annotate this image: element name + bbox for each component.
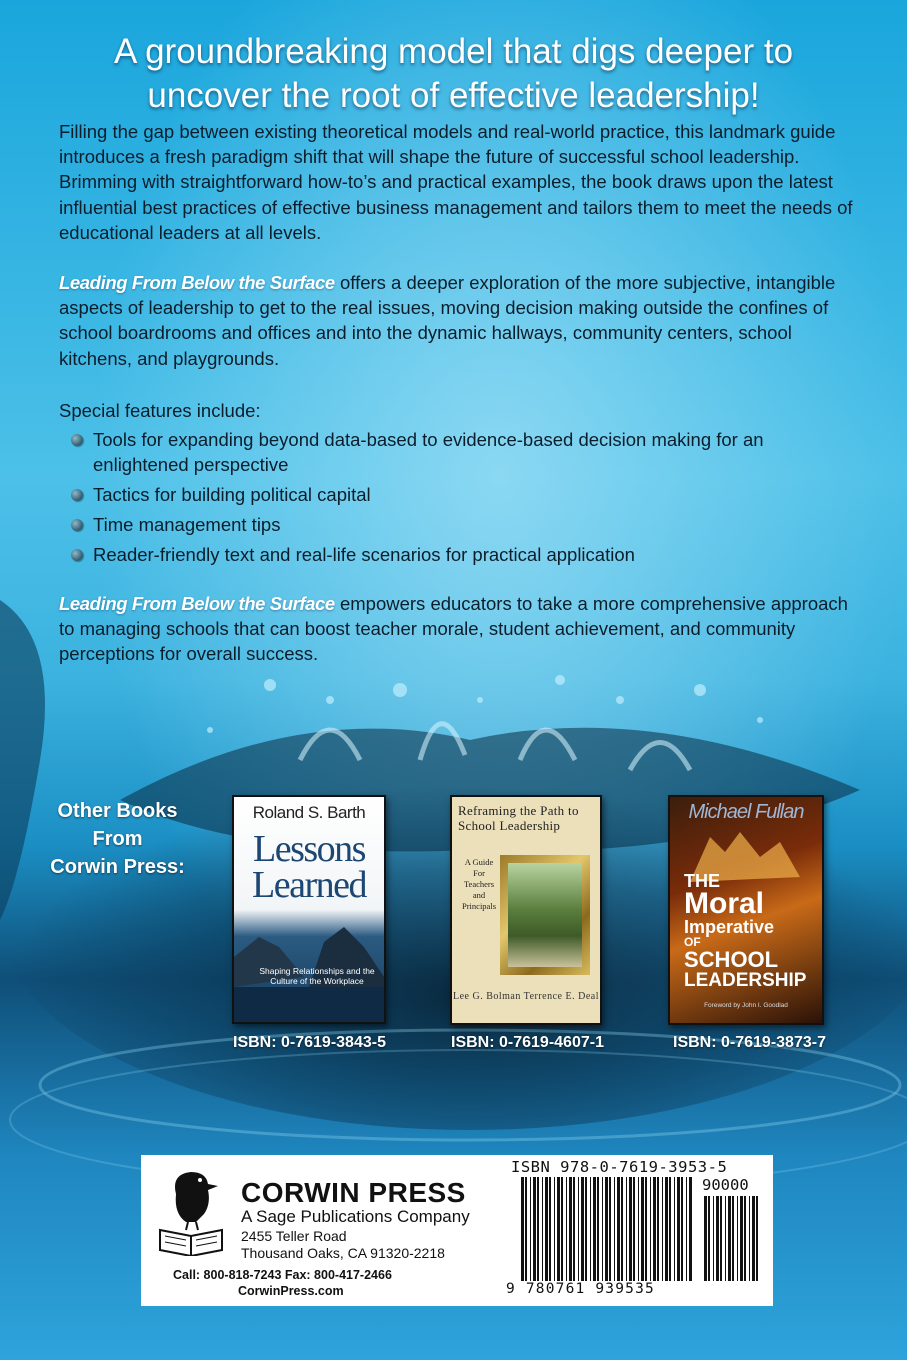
price-code: 90000 — [702, 1176, 749, 1194]
publisher-company: A Sage Publications Company — [241, 1207, 470, 1226]
publisher-address-line1: 2455 Teller Road — [241, 1228, 347, 1244]
book-authors: Lee G. Bolman Terrence E. Deal — [452, 991, 599, 1002]
publisher-website: CorwinPress.com — [238, 1284, 344, 1298]
headline: A groundbreaking model that digs deeper to uncover the root of effective leadership! — [113, 32, 794, 115]
book-title — [684, 872, 819, 991]
book-title-line: Lessons — [253, 828, 365, 870]
book-title: Reframing the Path to School Leadership — [458, 803, 579, 833]
features-list — [69, 427, 849, 571]
title-part: Imperative — [684, 917, 775, 937]
barcode-image — [520, 1177, 695, 1281]
crow-logo-icon — [156, 1164, 226, 1256]
bullet-icon — [71, 519, 83, 531]
publisher-address-line2: Thousand Oaks, CA 91320-2218 — [241, 1245, 445, 1261]
publisher-barcode-box — [141, 1155, 773, 1306]
barcode-number: 9 780761 939535 — [506, 1281, 655, 1297]
bullet-icon — [71, 434, 83, 446]
title-part: OF — [684, 935, 701, 949]
book-isbn: ISBN: 0-7619-3843-5 — [233, 1034, 386, 1051]
book-author: Roland S. Barth — [252, 803, 366, 822]
title-part: SCHOOL — [684, 947, 779, 972]
framed-picture — [500, 855, 590, 975]
book-cover-moral-imperative — [668, 795, 824, 1025]
bullet-icon — [71, 489, 83, 501]
book-isbn: ISBN: 0-7619-3873-7 — [673, 1034, 826, 1051]
book-subtitle: A Guide For Teachers and Principals — [462, 857, 496, 911]
book-title-reference: Leading From Below the Surface — [59, 593, 335, 614]
title-part: Moral — [684, 887, 765, 920]
paragraph-2-text: offers a deeper exploration of the more subjective, intangible aspects of leadership to get to the real issues, moving decision making outside the confines of school boardrooms and offices and into the dynamic hallways, community centers, school kitchens, and playgrounds. — [59, 272, 836, 369]
description-paragraph-2 — [59, 270, 859, 371]
book-foreword: Foreword by John I. Goodlad — [704, 1002, 788, 1009]
description-paragraph-4 — [59, 591, 859, 667]
feature-text: Time management tips — [93, 513, 281, 535]
description-paragraph-1: Filling the gap between existing theoretical models and real-world practice, this landmark guide introduces a fresh paradigm shift that will shape the future of successful school leadership. Brimming with straightforward how-to’s and practical examples, the book draws upon the latest influential best practices of effective business management and tailors them to meet the needs of educational leaders at all levels. — [59, 121, 853, 243]
bullet-icon — [71, 549, 83, 561]
features-intro: Special features include: — [59, 400, 261, 421]
book-isbn: ISBN: 0-7619-4607-1 — [451, 1034, 604, 1051]
feature-text: Tools for expanding beyond data-based to evidence-based decision making for an enlightened perspective — [93, 429, 764, 476]
other-books-line: Corwin Press: — [50, 856, 185, 878]
isbn-label: ISBN 978-0-7619-3953-5 — [511, 1158, 728, 1176]
other-books-label — [40, 797, 195, 881]
title-part: LEADERSHIP — [684, 970, 807, 991]
list-item — [69, 512, 849, 537]
list-item — [69, 482, 849, 507]
other-books-line: Other Books — [57, 800, 178, 822]
book-author: Michael Fullan — [688, 801, 804, 823]
book-title-line: Learned — [252, 864, 366, 906]
title-part: THE — [684, 871, 720, 891]
book-cover-lessons-learned — [232, 795, 386, 1024]
barcode-addon-image — [703, 1196, 763, 1281]
publisher-contact: Call: 800-818-7243 Fax: 800-417-2466 — [173, 1268, 392, 1282]
feature-text: Reader-friendly text and real-life scenarios for practical application — [93, 543, 635, 565]
list-item — [69, 427, 849, 477]
other-books-line: From — [92, 828, 143, 850]
list-item — [69, 542, 849, 567]
book-cover-reframing-the-path — [450, 795, 602, 1025]
feature-text: Tactics for building political capital — [93, 484, 371, 505]
book-title-reference: Leading From Below the Surface — [59, 272, 335, 293]
publisher-name: CORWIN PRESS — [241, 1177, 466, 1208]
paragraph-4-text: empowers educators to take a more comprehensive approach to managing schools that can boost teacher morale, student achievement, and community perceptions for overall success. — [59, 593, 848, 665]
book-subtitle: Shaping Relationships and the Culture of the Workplace — [259, 966, 375, 986]
